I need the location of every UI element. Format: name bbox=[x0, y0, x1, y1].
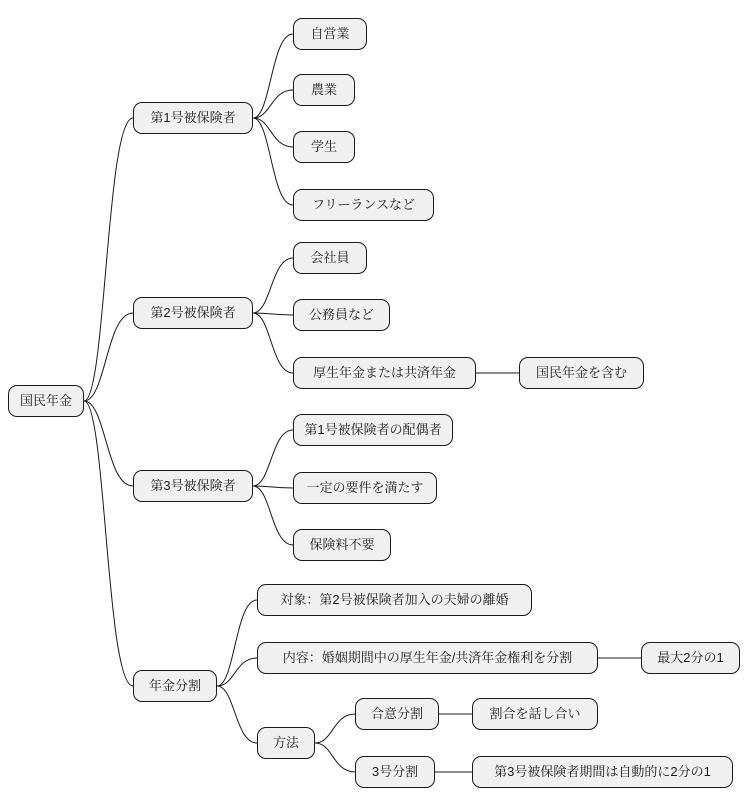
mindmap-node-label: 方法 bbox=[272, 734, 299, 750]
mindmap-node[interactable] bbox=[133, 102, 253, 134]
mindmap-node-label: 第3号被保険者期間は自動的に2分の1 bbox=[494, 763, 711, 779]
mindmap-node[interactable] bbox=[293, 357, 476, 389]
mindmap-node-label: 会社員 bbox=[310, 249, 350, 265]
mindmap-node-label: フリーランスなど bbox=[311, 196, 416, 212]
mindmap-edge bbox=[253, 34, 293, 118]
mindmap-node-label: 厚生年金または共済年金 bbox=[312, 364, 456, 380]
mindmap-edge bbox=[84, 401, 133, 486]
mindmap-node-label: 第1号被保険者 bbox=[150, 109, 236, 125]
mindmap-node[interactable] bbox=[257, 642, 598, 674]
mindmap-node-label: 国民年金を含む bbox=[535, 364, 627, 380]
mindmap-node[interactable] bbox=[472, 756, 733, 788]
mindmap-edge bbox=[253, 90, 293, 118]
mindmap-node-label: 合意分割 bbox=[370, 705, 423, 721]
mindmap-edge bbox=[217, 600, 257, 686]
mindmap-node[interactable] bbox=[293, 472, 437, 504]
mindmap-edge bbox=[253, 118, 293, 147]
mindmap-node[interactable] bbox=[293, 18, 367, 50]
mindmap-node-label: 自営業 bbox=[310, 25, 350, 41]
mindmap-node-label: 第2号被保険者 bbox=[150, 304, 236, 320]
mindmap-edge bbox=[217, 686, 257, 743]
mindmap-node[interactable] bbox=[293, 74, 355, 106]
mindmap-node[interactable] bbox=[293, 414, 453, 446]
mindmap-node-label: 農業 bbox=[310, 81, 337, 97]
mindmap-node[interactable] bbox=[257, 727, 315, 759]
mindmap-node-label: 年金分割 bbox=[148, 677, 201, 693]
mindmap-node-label: 第3号被保険者 bbox=[150, 477, 236, 493]
mindmap-node[interactable] bbox=[293, 299, 390, 331]
mindmap-root-node[interactable] bbox=[8, 385, 84, 417]
mindmap-node[interactable] bbox=[355, 698, 439, 730]
mindmap-node-label: 割合を話し合い bbox=[489, 705, 581, 721]
mindmap-edge bbox=[217, 658, 257, 686]
mindmap-node-label: 第1号被保険者の配偶者 bbox=[304, 421, 442, 437]
mindmap-edge bbox=[315, 714, 355, 743]
mindmap-node[interactable] bbox=[133, 297, 253, 329]
mindmap-edge bbox=[253, 313, 293, 373]
mindmap-node-label: 公務員など bbox=[308, 306, 374, 322]
mindmap-node-label: 学生 bbox=[310, 138, 337, 154]
mindmap-edge bbox=[253, 313, 293, 315]
mindmap-edge bbox=[84, 313, 133, 401]
mindmap-edge bbox=[84, 118, 133, 401]
mindmap-edge bbox=[315, 743, 355, 772]
mindmap-node[interactable] bbox=[355, 756, 435, 788]
mindmap-node[interactable] bbox=[472, 698, 598, 730]
mindmap-node[interactable] bbox=[519, 357, 644, 389]
mindmap-node[interactable] bbox=[133, 670, 217, 702]
mindmap-node-label: 国民年金 bbox=[19, 392, 72, 408]
mindmap-edge bbox=[253, 430, 293, 486]
mindmap-edge bbox=[253, 486, 293, 488]
mindmap-node[interactable] bbox=[257, 584, 532, 616]
mindmap-node-label: 保険料不要 bbox=[309, 536, 375, 552]
mindmap-node-label: 対象：第2号被保険者加入の夫婦の離婚 bbox=[280, 591, 509, 607]
mindmap-node-label: 3号分割 bbox=[371, 763, 419, 779]
mindmap-node[interactable] bbox=[293, 242, 367, 274]
mindmap-node-label: 最大2分の1 bbox=[657, 649, 724, 665]
mindmap-edge bbox=[253, 258, 293, 313]
mindmap-node[interactable] bbox=[641, 642, 740, 674]
mindmap-node[interactable] bbox=[133, 470, 253, 502]
mindmap-edge bbox=[253, 486, 293, 545]
mindmap-edge bbox=[84, 401, 133, 686]
mindmap-node[interactable] bbox=[293, 529, 391, 561]
mindmap-node-label: 一定の要件を満たす bbox=[306, 479, 424, 495]
mindmap-node[interactable] bbox=[293, 189, 434, 221]
mindmap-edge bbox=[253, 118, 293, 205]
mindmap-node-label: 内容：婚姻期間中の厚生年金/共済年金権利を分割 bbox=[282, 649, 573, 665]
mindmap-node[interactable] bbox=[293, 131, 355, 163]
